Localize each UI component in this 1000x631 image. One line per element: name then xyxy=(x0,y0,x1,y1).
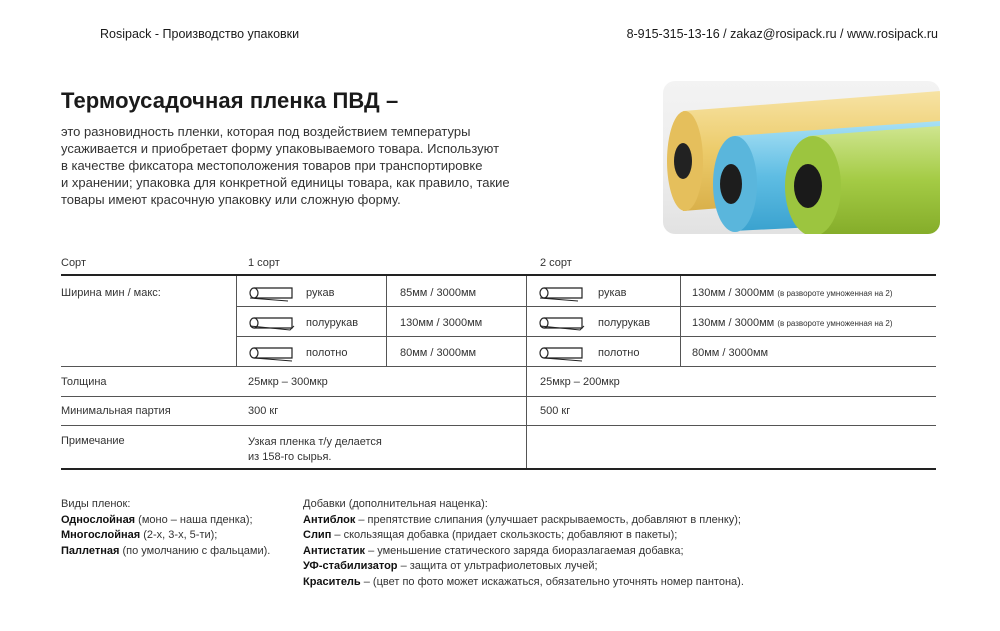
note-line: Узкая пленка т/у делается xyxy=(248,436,382,448)
yellow-roll-core xyxy=(674,143,692,179)
additive-detail: – препятствие слипания (улучшает раскрываемость, добавляют в пленку); xyxy=(355,513,741,526)
film-type-name: Многослойная xyxy=(61,529,141,541)
description xyxy=(61,123,561,208)
col-header-grade1: 1 сорт xyxy=(248,257,280,269)
note-grade1 xyxy=(248,435,382,465)
description-line: усаживается и приобретает форму упаковываемого товара. Используют xyxy=(61,141,500,156)
table-header-divider xyxy=(61,274,936,276)
col-header-grade2: 2 сорт xyxy=(540,257,572,269)
grade2-type: рукав xyxy=(598,287,627,299)
thickness-label: Толщина xyxy=(61,376,107,388)
grade2-value-text: 130мм / 3000мм xyxy=(692,287,775,299)
description-line: в качестве фиксатора местоположения товаров при транспортировке xyxy=(61,158,483,173)
film-types-heading: Виды пленок: xyxy=(61,498,131,510)
additive-detail: – скользящая добавка (придает скользкость; добавляют в пакеты); xyxy=(331,529,678,541)
width-label: Ширина мин / макс: xyxy=(61,287,161,299)
sheet-roll-icon xyxy=(538,343,586,363)
film-types-list xyxy=(61,497,270,559)
additive-detail: – (цвет по фото может искажаться, обязательно уточнять номер пантона). xyxy=(360,575,744,588)
film-type-item xyxy=(61,528,270,544)
additive-name: УФ-стабилизатор xyxy=(303,560,398,572)
grade2-value xyxy=(692,287,893,299)
half-sleeve-roll-icon xyxy=(538,313,586,333)
grade2-value-note: (в развороте умноженная на 2) xyxy=(777,319,893,328)
note-label: Примечание xyxy=(61,435,125,447)
row-divider xyxy=(61,396,936,397)
grade1-type: рукав xyxy=(306,287,335,299)
sleeve-roll-icon xyxy=(538,283,586,303)
col-header-sort: Сорт xyxy=(61,257,86,269)
additive-detail: – защита от ультрафиолетовых лучей; xyxy=(397,560,598,572)
additive-name: Краситель xyxy=(303,575,361,588)
row-divider xyxy=(61,425,936,426)
grade2-value xyxy=(692,317,893,329)
additive-item xyxy=(303,513,744,529)
additive-item xyxy=(303,575,744,591)
grade1-type: полотно xyxy=(306,347,348,359)
grade2-type: полотно xyxy=(598,347,640,359)
min-batch-grade1: 300 кг xyxy=(248,405,279,417)
additive-name: Слип xyxy=(303,529,332,541)
additive-name: Антиблок xyxy=(303,513,356,526)
green-roll-core xyxy=(794,164,822,208)
description-line: и хранении; упаковка для конкретной единицы товара, как правило, такие xyxy=(61,175,510,190)
additive-item xyxy=(303,528,744,544)
grade1-type: полурукав xyxy=(306,317,359,329)
thickness-grade1: 25мкр – 300мкр xyxy=(248,376,328,388)
additive-item xyxy=(303,544,744,560)
additive-name: Антистатик xyxy=(303,544,366,557)
row-divider xyxy=(236,336,936,337)
note-line: из 158-го сырья. xyxy=(248,451,332,463)
grade2-value: 80мм / 3000мм xyxy=(692,347,769,359)
grade1-value: 130мм / 3000мм xyxy=(400,317,483,329)
min-batch-grade2: 500 кг xyxy=(540,405,571,417)
additive-item xyxy=(303,559,744,575)
film-type-detail: (моно – наша пденка); xyxy=(135,513,253,526)
table-bottom-divider xyxy=(61,468,936,470)
col-divider xyxy=(680,276,681,366)
half-sleeve-roll-icon xyxy=(248,313,296,333)
row-divider xyxy=(61,366,936,367)
page-title: Термоусадочная пленка ПВД – xyxy=(61,88,399,113)
film-type-detail: (2-х, 3-х, 5-ти); xyxy=(140,529,218,541)
thickness-grade2: 25мкр – 200мкр xyxy=(540,376,620,388)
blue-roll-core xyxy=(720,164,742,204)
film-type-item xyxy=(61,513,270,529)
min-batch-label: Минимальная партия xyxy=(61,405,171,417)
grade1-value: 85мм / 3000мм xyxy=(400,287,477,299)
description-line: это разновидность пленки, которая под воздействием температуры xyxy=(61,124,471,139)
description-line: товары имеют красочную упаковку или сложную форму. xyxy=(61,192,401,207)
film-rolls-photo xyxy=(663,81,940,234)
film-type-item xyxy=(61,544,270,560)
film-type-detail: (по умолчанию с фальцами). xyxy=(119,544,271,557)
company-name: Rosipack - Производство упаковки xyxy=(100,27,300,41)
grade2-value-note: (в развороте умноженная на 2) xyxy=(777,289,893,298)
sleeve-roll-icon xyxy=(248,283,296,303)
col-divider xyxy=(236,276,237,366)
additive-detail: – уменьшение статического заряда биоразлагаемая добавка; xyxy=(365,544,684,557)
film-type-name: Однослойная xyxy=(61,513,136,526)
film-type-name: Паллетная xyxy=(61,544,120,557)
grade1-value: 80мм / 3000мм xyxy=(400,347,477,359)
sheet-roll-icon xyxy=(248,343,296,363)
film-rolls-illustration xyxy=(663,81,940,234)
additives-heading: Добавки (дополнительная наценка): xyxy=(303,498,488,510)
row-divider xyxy=(236,306,936,307)
col-divider xyxy=(386,276,387,366)
grade2-value-text: 130мм / 3000мм xyxy=(692,317,775,329)
grade2-type: полурукав xyxy=(598,317,651,329)
contact-info: 8-915-315-13-16 / zakaz@rosipack.ru / www.rosipack.ru xyxy=(626,27,938,41)
additives-list xyxy=(303,497,744,590)
